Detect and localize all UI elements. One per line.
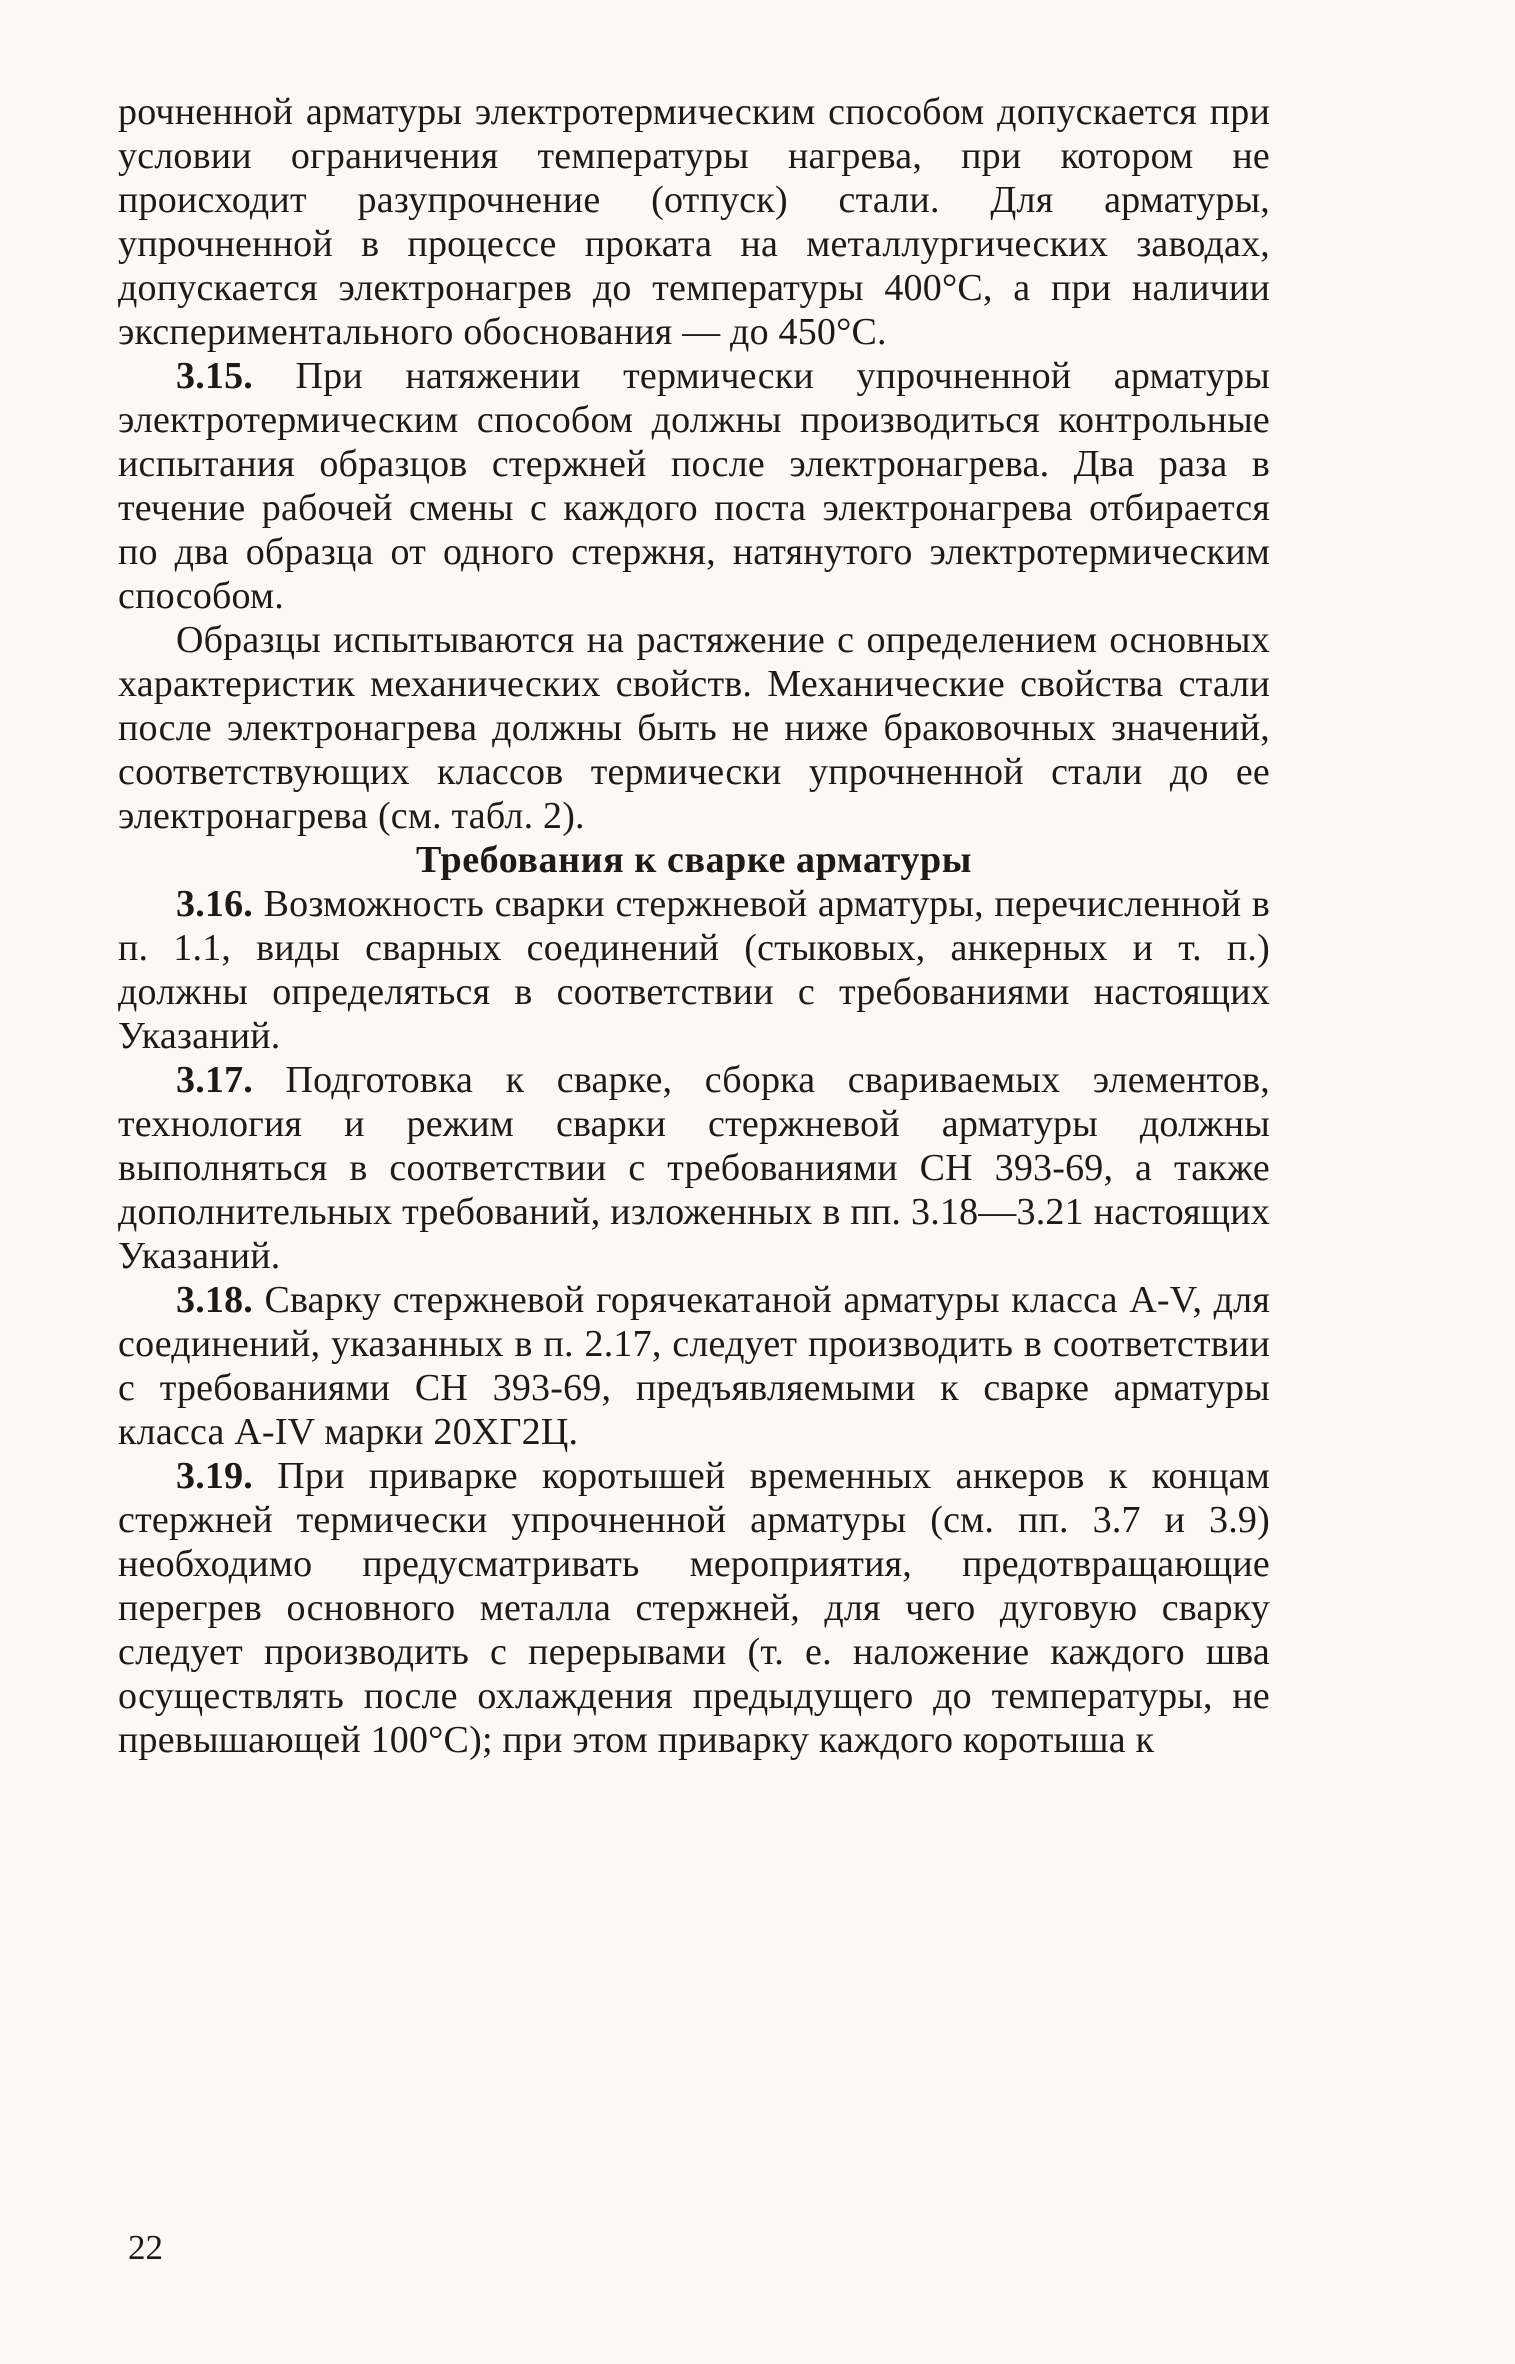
paragraph-text: При натяжении термически упрочненной арматуры электротермическим способом должны производиться контрольные испытания образцов стержней после электронагрева. Два раза в течение рабочей смены с каждого поста электронагрева отбирается по два образца от одного стержня, натянутого электротермическим способом.: [118, 355, 1270, 617]
section-heading: Требования к сварке арматуры: [415, 839, 973, 881]
clause-number-3-15: 3.15.: [176, 355, 253, 397]
paragraph-3-17: [118, 1058, 1270, 1278]
paragraph-text: Сварку стержневой горячекатаной арматуры класса A-V, для соединений, указанных в п. 2.17, следует производить в соответствии с требованиями СН 393-69, предъявляемыми к сварке арматуры класса A-IV марки 20ХГ2Ц.: [118, 1279, 1270, 1453]
paragraph-text: Подготовка к сварке, сборка свариваемых элементов, технология и режим сварки стержневой арматуры должны выполняться в соответствии с требованиями СН 393-69, а также дополнительных требований, изложенных в пп. 3.18—3.21 настоящих Указаний.: [118, 1059, 1270, 1277]
paragraph-text: Образцы испытываются на растяжение с определением основных характеристик механических свойств. Механические свойства стали после электронагрева должны быть не ниже браковочных значений, соответствующих классов термически упрочненной стали до ее электронагрева (см. табл. 2).: [118, 619, 1270, 837]
paragraph-3-18: [118, 1278, 1270, 1454]
text-block: [118, 90, 1270, 1762]
paragraph-text: При приварке коротышей временных анкеров к концам стержней термически упрочненной арматуры (см. пп. 3.7 и 3.9) необходимо предусматривать мероприятия, предотвращающие перегрев основного металла стержней, для чего дуговую сварку следует производить с перерывами (т. е. наложение каждого шва осуществлять после охлаждения предыдущего до температуры, не превышающей 100°С); при этом приварку каждого коротыша к: [118, 1455, 1270, 1761]
paragraph-continuation: [118, 90, 1270, 354]
clause-number-3-18: 3.18.: [176, 1279, 253, 1321]
paragraph-text: рочненной арматуры электротермическим способом допускается при условии ограничения температуры нагрева, при котором не происходит разупрочнение (отпуск) стали. Для арматуры, упрочненной в процессе проката на металлургических заводах, допускается электронагрев до температуры 400°С, а при наличии экспериментального обоснования — до 450°С.: [118, 91, 1270, 353]
clause-number-3-16: 3.16.: [176, 883, 253, 925]
clause-number-3-17: 3.17.: [176, 1059, 253, 1101]
paragraph-3-15: [118, 354, 1270, 618]
paragraph-text: Возможность сварки стержневой арматуры, перечисленной в п. 1.1, виды сварных соединений (стыковых, анкерных и т. п.) должны определяться в соответствии с требованиями настоящих Указаний.: [118, 883, 1270, 1057]
paragraph-3-16: [118, 882, 1270, 1058]
paragraph-3-19: [118, 1454, 1270, 1762]
paragraph-samples: [118, 618, 1270, 838]
page-number: 22: [128, 2228, 163, 2267]
clause-number-3-19: 3.19.: [176, 1455, 253, 1497]
